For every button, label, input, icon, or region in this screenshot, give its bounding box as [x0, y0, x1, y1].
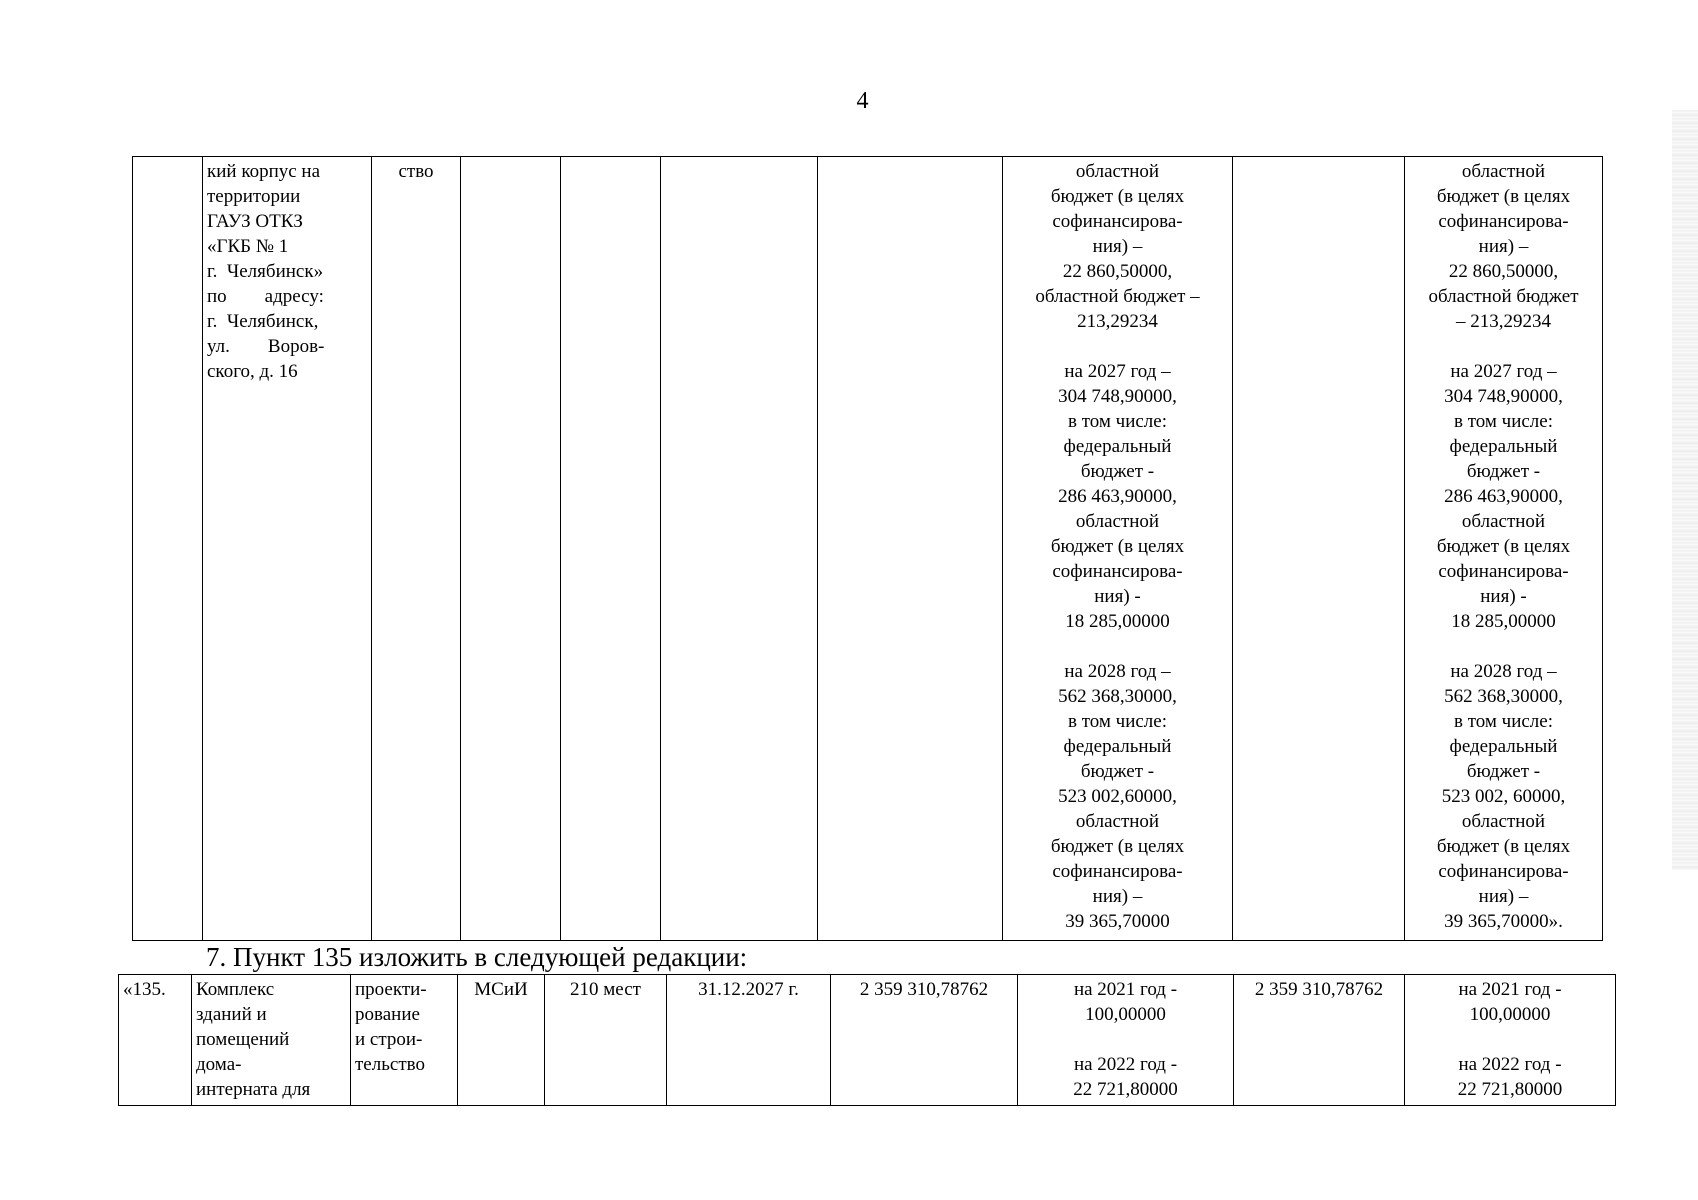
- cell-deadline: 31.12.2027 г.: [667, 975, 831, 1106]
- cell-object-name: Комплекс зданий и помещений дома- интерната для: [192, 975, 351, 1106]
- table-continuation: [132, 156, 1603, 941]
- cell-estimated-cost: 2 359 310,78762: [831, 975, 1018, 1106]
- cell-capacity: 210 мест: [545, 975, 667, 1106]
- cell-capacity: [561, 157, 661, 941]
- cell-number: «135.: [119, 975, 192, 1106]
- cell-customer: [461, 157, 561, 941]
- cell-deadline: [661, 157, 818, 941]
- cell-total-cost: [1233, 157, 1405, 941]
- page-number: 4: [856, 88, 869, 114]
- cell-funding-by-year-2: на 2021 год - 100,00000 на 2022 год - 22 721,80000: [1405, 975, 1616, 1106]
- cell-number: [133, 157, 203, 941]
- table-row: [119, 975, 1616, 1106]
- cell-object-name: кий корпус на территории ГАУЗ ОТКЗ «ГКБ № 1 г. Челябинск» по адресу: г. Челябинск, ул. Воров- ского, д. 16: [203, 157, 372, 941]
- scan-edge-artifact: [1672, 110, 1698, 870]
- cell-funding-by-year-2: областной бюджет (в целях софинансирова- ния) – 22 860,50000, областной бюджет – 213,29234 на 2027 год – 304 748,90000, в том числе: федеральный бюджет - 286 463,90000, областной бюджет (в целях софинансирова- ния) - 18 285,00000 на 2028 год – 562 368,30000, в том числе: федеральный бюджет - 523 002, 60000, областной бюджет (в целях софинансирова- ния) – 39 365,70000».: [1405, 157, 1603, 941]
- cell-funding-by-year: на 2021 год - 100,00000 на 2022 год - 22 721,80000: [1018, 975, 1234, 1106]
- table-row: [133, 157, 1603, 941]
- cell-estimated-cost: [818, 157, 1003, 941]
- cell-total-cost: 2 359 310,78762: [1234, 975, 1405, 1106]
- table-item-135: [118, 974, 1616, 1106]
- cell-work-type: ство: [372, 157, 461, 941]
- cell-customer: МСиИ: [458, 975, 545, 1106]
- cell-funding-by-year: областной бюджет (в целях софинансирова- ния) – 22 860,50000, областной бюджет – 213,29234 на 2027 год – 304 748,90000, в том числе: федеральный бюджет - 286 463,90000, областной бюджет (в целях софинансирова- ния) - 18 285,00000 на 2028 год – 562 368,30000, в том числе: федеральный бюджет - 523 002,60000, областной бюджет (в целях софинансирова- ния) – 39 365,70000: [1003, 157, 1233, 941]
- section-heading: 7. Пункт 135 изложить в следующей редакции:: [206, 942, 748, 972]
- cell-work-type: проекти- рование и строи- тельство: [351, 975, 458, 1106]
